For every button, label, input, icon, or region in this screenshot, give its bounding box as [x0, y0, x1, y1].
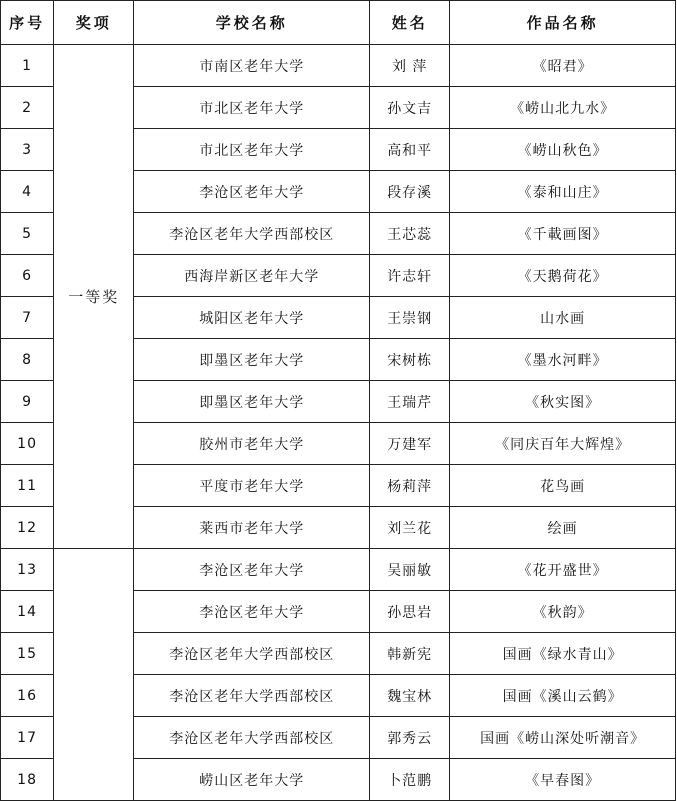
cell-name: 万建军 — [370, 423, 450, 465]
cell-school: 李沧区老年大学西部校区 — [134, 717, 370, 759]
cell-school: 李沧区老年大学西部校区 — [134, 675, 370, 717]
cell-name: 杨莉萍 — [370, 465, 450, 507]
cell-school: 李沧区老年大学西部校区 — [134, 213, 370, 255]
cell-name: 孙思岩 — [370, 591, 450, 633]
cell-work: 《天鹅荷花》 — [450, 255, 676, 297]
cell-work: 《崂山北九水》 — [450, 87, 676, 129]
cell-work: 国画《绿水青山》 — [450, 633, 676, 675]
cell-number: 17 — [1, 717, 54, 759]
cell-number: 14 — [1, 591, 54, 633]
cell-school: 崂山区老年大学 — [134, 759, 370, 801]
cell-school: 李沧区老年大学 — [134, 171, 370, 213]
cell-work: 《秋韵》 — [450, 591, 676, 633]
cell-work: 《早春图》 — [450, 759, 676, 801]
cell-number: 8 — [1, 339, 54, 381]
cell-number: 3 — [1, 129, 54, 171]
cell-work: 山水画 — [450, 297, 676, 339]
cell-name: 卜范鹏 — [370, 759, 450, 801]
cell-school: 市南区老年大学 — [134, 45, 370, 87]
cell-number: 16 — [1, 675, 54, 717]
cell-name: 许志轩 — [370, 255, 450, 297]
cell-number: 2 — [1, 87, 54, 129]
header-award: 奖项 — [54, 1, 134, 45]
cell-award: 一等奖 — [54, 45, 134, 549]
cell-school: 平度市老年大学 — [134, 465, 370, 507]
cell-work: 《崂山秋色》 — [450, 129, 676, 171]
cell-work: 《千載画图》 — [450, 213, 676, 255]
cell-school: 李沧区老年大学 — [134, 549, 370, 591]
cell-work: 《墨水河畔》 — [450, 339, 676, 381]
cell-work: 绘画 — [450, 507, 676, 549]
cell-name: 孙文吉 — [370, 87, 450, 129]
cell-name: 韩新宪 — [370, 633, 450, 675]
cell-name: 王崇钢 — [370, 297, 450, 339]
header-school: 学校名称 — [134, 1, 370, 45]
cell-number: 4 — [1, 171, 54, 213]
cell-school: 即墨区老年大学 — [134, 381, 370, 423]
cell-number: 13 — [1, 549, 54, 591]
cell-work: 《泰和山庄》 — [450, 171, 676, 213]
cell-work: 国画《溪山云鹤》 — [450, 675, 676, 717]
cell-number: 11 — [1, 465, 54, 507]
header-number: 序号 — [1, 1, 54, 45]
table-body — [1, 45, 676, 801]
cell-school: 城阳区老年大学 — [134, 297, 370, 339]
cell-school: 即墨区老年大学 — [134, 339, 370, 381]
cell-number: 6 — [1, 255, 54, 297]
cell-number: 18 — [1, 759, 54, 801]
cell-name: 郭秀云 — [370, 717, 450, 759]
cell-number: 15 — [1, 633, 54, 675]
cell-number: 5 — [1, 213, 54, 255]
cell-name: 魏宝林 — [370, 675, 450, 717]
header-work: 作品名称 — [450, 1, 676, 45]
cell-work: 国画《崂山深处听潮音》 — [450, 717, 676, 759]
cell-school: 胶州市老年大学 — [134, 423, 370, 465]
cell-name: 王芯蕊 — [370, 213, 450, 255]
cell-work: 《同庆百年大辉煌》 — [450, 423, 676, 465]
cell-school: 李沧区老年大学西部校区 — [134, 633, 370, 675]
cell-number: 12 — [1, 507, 54, 549]
header-name: 姓名 — [370, 1, 450, 45]
cell-school: 莱西市老年大学 — [134, 507, 370, 549]
cell-name: 吴丽敏 — [370, 549, 450, 591]
cell-school: 李沧区老年大学 — [134, 591, 370, 633]
cell-name: 刘 萍 — [370, 45, 450, 87]
cell-work: 《昭君》 — [450, 45, 676, 87]
cell-number: 7 — [1, 297, 54, 339]
cell-name: 高和平 — [370, 129, 450, 171]
cell-number: 10 — [1, 423, 54, 465]
cell-school: 市北区老年大学 — [134, 87, 370, 129]
cell-award — [54, 549, 134, 801]
cell-work: 《花开盛世》 — [450, 549, 676, 591]
cell-work: 花鸟画 — [450, 465, 676, 507]
cell-name: 段存溪 — [370, 171, 450, 213]
cell-number: 9 — [1, 381, 54, 423]
cell-name: 宋树栋 — [370, 339, 450, 381]
cell-school: 西海岸新区老年大学 — [134, 255, 370, 297]
cell-work: 《秋实图》 — [450, 381, 676, 423]
cell-number: 1 — [1, 45, 54, 87]
table-row — [1, 45, 676, 87]
cell-name: 王瑞芹 — [370, 381, 450, 423]
table-row — [1, 549, 676, 591]
cell-name: 刘兰花 — [370, 507, 450, 549]
header-row — [1, 1, 676, 45]
cell-school: 市北区老年大学 — [134, 129, 370, 171]
